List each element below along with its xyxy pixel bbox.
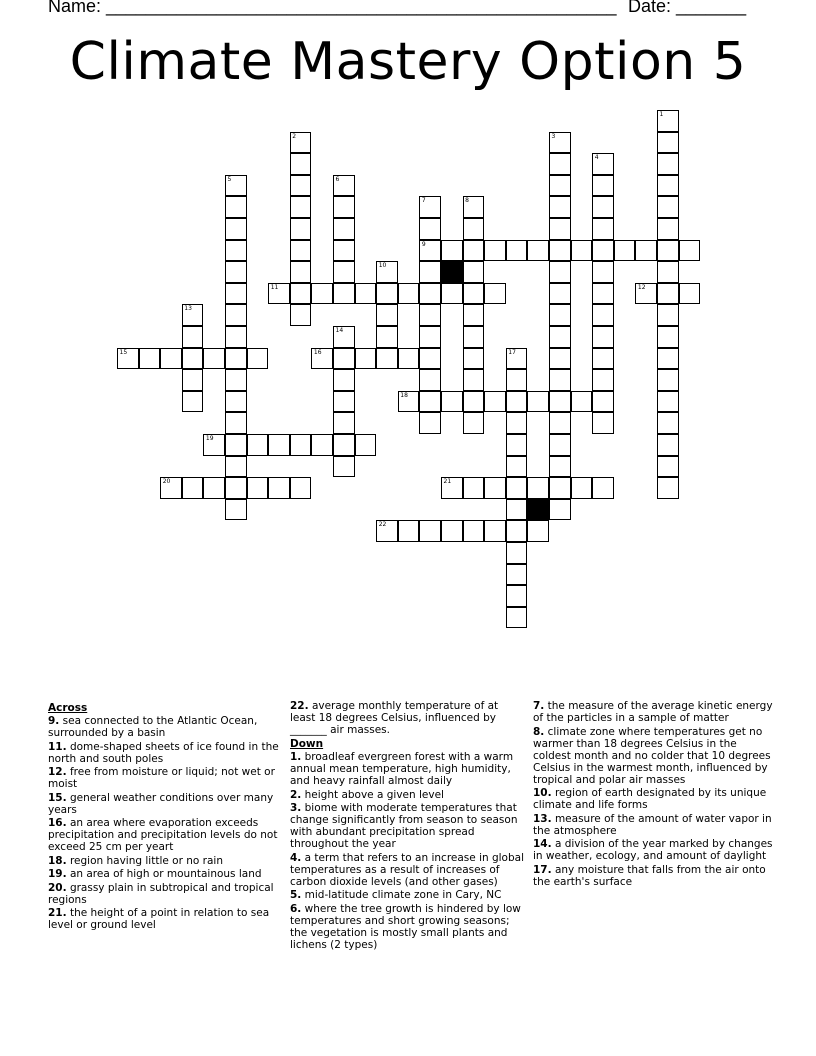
- grid-cell[interactable]: [225, 456, 247, 478]
- grid-cell[interactable]: [484, 477, 506, 499]
- grid-cell[interactable]: [657, 434, 679, 456]
- grid-cell[interactable]: [441, 477, 463, 499]
- clue-number-label: 20.: [48, 881, 67, 894]
- grid-cell[interactable]: [333, 434, 355, 456]
- grid-cell[interactable]: [419, 348, 441, 370]
- grid-cell[interactable]: [592, 391, 614, 413]
- clues-column-3: [533, 700, 773, 889]
- clue-text: where the tree growth is hindered by low temperatures and short growing seasons; the vegetation is mostly small plants and lichens (2 types): [290, 902, 521, 951]
- clue-number: 2: [292, 132, 297, 140]
- clue-number-label: 1.: [290, 751, 302, 763]
- grid-cell[interactable]: [463, 520, 485, 542]
- grid-cell[interactable]: [549, 456, 571, 478]
- grid-cell[interactable]: [592, 153, 614, 175]
- grid-cell[interactable]: [355, 283, 377, 305]
- grid-cell[interactable]: [333, 326, 355, 348]
- grid-cell[interactable]: [225, 434, 247, 456]
- clue-number-label: 8.: [533, 725, 545, 738]
- grid-cell[interactable]: [333, 196, 355, 218]
- clue-number: 3: [551, 132, 556, 140]
- grid-cell[interactable]: [398, 348, 420, 370]
- grid-cell[interactable]: [549, 391, 571, 413]
- grid-cell[interactable]: [549, 369, 571, 391]
- grid-cell[interactable]: [657, 240, 679, 262]
- clue-item: [48, 817, 280, 853]
- grid-cell[interactable]: [592, 412, 614, 434]
- clue-text: any moisture that falls from the air onto the earth's surface: [533, 863, 766, 888]
- clues-column-2: [290, 700, 526, 952]
- grid-cell[interactable]: [549, 283, 571, 305]
- grid-cell[interactable]: [333, 369, 355, 391]
- grid-cell[interactable]: [376, 261, 398, 283]
- grid-cell[interactable]: [657, 283, 679, 305]
- grid-cell[interactable]: [549, 348, 571, 370]
- grid-cell[interactable]: [657, 196, 679, 218]
- grid-cell[interactable]: [549, 132, 571, 154]
- clue-item: [48, 766, 280, 790]
- grid-cell[interactable]: [527, 391, 549, 413]
- clue-number: 12: [637, 283, 646, 291]
- clue-item: [533, 838, 773, 862]
- clue-number: 21: [443, 478, 452, 486]
- clue-number: 9: [421, 240, 426, 248]
- clue-item: [533, 813, 773, 837]
- grid-cell[interactable]: [419, 326, 441, 348]
- clue-number: 22: [378, 521, 387, 529]
- clue-number-label: 2.: [290, 788, 302, 801]
- grid-cell[interactable]: [290, 218, 312, 240]
- grid-cell[interactable]: [506, 477, 528, 499]
- grid-cell[interactable]: [333, 261, 355, 283]
- grid-cell[interactable]: [376, 326, 398, 348]
- grid-cell[interactable]: [463, 369, 485, 391]
- grid-cell[interactable]: [506, 499, 528, 521]
- clue-text: the height of a point in relation to sea level or ground level: [48, 907, 270, 931]
- clue-item: [290, 700, 526, 736]
- date-field[interactable]: Date: _______: [628, 0, 747, 16]
- clue-item: [533, 787, 773, 811]
- page-title: Climate Mastery Option 5: [69, 32, 747, 92]
- black-cell: [527, 499, 549, 521]
- grid-cell[interactable]: [592, 261, 614, 283]
- grid-cell[interactable]: [419, 520, 441, 542]
- clue-number-label: 11.: [48, 740, 67, 753]
- grid-cell[interactable]: [225, 218, 247, 240]
- grid-cell[interactable]: [549, 240, 571, 262]
- grid-cell[interactable]: [549, 196, 571, 218]
- clue-number: 5: [227, 175, 232, 183]
- grid-cell[interactable]: [463, 412, 485, 434]
- grid-cell[interactable]: [225, 175, 247, 197]
- grid-cell[interactable]: [527, 477, 549, 499]
- clue-text: measure of the amount of water vapor in the atmosphere: [533, 812, 772, 837]
- black-cell: [441, 261, 463, 283]
- grid-cell[interactable]: [484, 520, 506, 542]
- grid-cell[interactable]: [592, 218, 614, 240]
- clue-number-label: 15.: [48, 791, 67, 804]
- grid-cell[interactable]: [549, 412, 571, 434]
- clue-item: [533, 726, 773, 786]
- grid-cell[interactable]: [247, 434, 269, 456]
- grid-cell[interactable]: [506, 369, 528, 391]
- grid-cell[interactable]: [225, 412, 247, 434]
- grid-cell[interactable]: [549, 261, 571, 283]
- clue-number: 6: [335, 175, 340, 183]
- grid-cell[interactable]: [657, 477, 679, 499]
- grid-cell[interactable]: [203, 434, 225, 456]
- grid-cell[interactable]: [398, 391, 420, 413]
- clue-number: 14: [335, 327, 344, 334]
- grid-cell[interactable]: [333, 456, 355, 478]
- grid-cell[interactable]: [506, 607, 528, 629]
- grid-cell[interactable]: [290, 304, 312, 326]
- grid-cell[interactable]: [268, 434, 290, 456]
- clue-number-label: 5.: [290, 889, 302, 901]
- grid-cell[interactable]: [311, 348, 333, 370]
- grid-cell[interactable]: [333, 240, 355, 262]
- grid-cell[interactable]: [225, 477, 247, 499]
- grid-cell[interactable]: [333, 175, 355, 197]
- clue-number: 11: [270, 283, 279, 291]
- grid-cell[interactable]: [549, 218, 571, 240]
- grid-cell[interactable]: [635, 240, 657, 262]
- grid-cell[interactable]: [635, 283, 657, 305]
- clue-text: mid-latitude climate zone in Cary, NC: [301, 889, 502, 901]
- grid-cell[interactable]: [592, 175, 614, 197]
- grid-cell[interactable]: [419, 391, 441, 413]
- grid-cell[interactable]: [506, 434, 528, 456]
- grid-cell[interactable]: [506, 240, 528, 262]
- grid-cell[interactable]: [441, 240, 463, 262]
- grid-cell[interactable]: [311, 434, 333, 456]
- grid-cell[interactable]: [290, 132, 312, 154]
- grid-cell[interactable]: [398, 283, 420, 305]
- clue-text: an area of high or mountainous land: [66, 868, 262, 880]
- grid-cell[interactable]: [225, 196, 247, 218]
- grid-cell[interactable]: [571, 240, 593, 262]
- grid-cell[interactable]: [225, 391, 247, 413]
- grid-cell[interactable]: [225, 304, 247, 326]
- clue-number: 13: [184, 305, 192, 313]
- clue-text: region having little or no rain: [66, 854, 223, 867]
- grid-cell[interactable]: [290, 434, 312, 456]
- grid-cell[interactable]: [333, 391, 355, 413]
- clue-text: a division of the year marked by changes in weather, ecology, and amount of daylight: [533, 838, 773, 862]
- clue-item: [533, 864, 773, 888]
- clue-number-label: 4.: [290, 851, 302, 864]
- grid-cell[interactable]: [333, 412, 355, 434]
- grid-cell[interactable]: [182, 391, 204, 413]
- grid-cell[interactable]: [657, 369, 679, 391]
- grid-cell[interactable]: [290, 240, 312, 262]
- grid-cell[interactable]: [225, 283, 247, 305]
- clue-number-label: 13.: [533, 812, 552, 825]
- grid-cell[interactable]: [290, 477, 312, 499]
- clue-text: dome-shaped sheets of ice found in the north and south poles: [48, 740, 279, 765]
- grid-cell[interactable]: [225, 326, 247, 348]
- grid-cell[interactable]: [290, 261, 312, 283]
- grid-cell[interactable]: [463, 391, 485, 413]
- grid-cell[interactable]: [592, 283, 614, 305]
- clue-number: 10: [378, 262, 387, 270]
- grid-cell[interactable]: [182, 326, 204, 348]
- grid-cell[interactable]: [484, 240, 506, 262]
- clue-text: the measure of the average kinetic energy of the particles in a sample of matter: [533, 700, 773, 724]
- grid-cell[interactable]: [419, 196, 441, 218]
- clue-text: free from moisture or liquid; not wet or moist: [48, 766, 275, 790]
- clue-number-label: 9.: [48, 715, 60, 727]
- clue-number-label: 22.: [290, 700, 309, 712]
- clue-text: sea connected to the Atlantic Ocean, surrounded by a basin: [48, 715, 258, 739]
- grid-cell[interactable]: [463, 196, 485, 218]
- clue-item: [48, 882, 280, 906]
- grid-cell[interactable]: [463, 477, 485, 499]
- grid-cell[interactable]: [268, 477, 290, 499]
- grid-cell[interactable]: [506, 348, 528, 370]
- clue-text: region of earth designated by its unique climate and life forms: [533, 787, 767, 811]
- grid-cell[interactable]: [506, 412, 528, 434]
- grid-cell[interactable]: [225, 369, 247, 391]
- clue-number-label: 19.: [48, 868, 67, 880]
- grid-cell[interactable]: [463, 283, 485, 305]
- grid-cell[interactable]: [355, 434, 377, 456]
- grid-cell[interactable]: [463, 261, 485, 283]
- grid-cell[interactable]: [182, 304, 204, 326]
- grid-cell[interactable]: [484, 391, 506, 413]
- grid-cell[interactable]: [571, 477, 593, 499]
- clue-item: [48, 907, 280, 931]
- clue-number-label: 10.: [533, 787, 552, 799]
- grid-cell[interactable]: [657, 326, 679, 348]
- grid-cell[interactable]: [549, 477, 571, 499]
- clue-item: [48, 741, 280, 765]
- clue-item: [290, 889, 526, 901]
- grid-cell[interactable]: [182, 348, 204, 370]
- clue-number: 19: [205, 435, 214, 442]
- clue-item: [533, 700, 773, 724]
- clue-item: [290, 802, 526, 850]
- grid-cell[interactable]: [592, 240, 614, 262]
- grid-cell[interactable]: [549, 434, 571, 456]
- grid-cell[interactable]: [506, 520, 528, 542]
- clue-text: general weather conditions over many years: [48, 791, 274, 816]
- grid-cell[interactable]: [376, 520, 398, 542]
- grid-cell[interactable]: [419, 304, 441, 326]
- grid-cell[interactable]: [527, 520, 549, 542]
- grid-cell[interactable]: [549, 153, 571, 175]
- grid-cell[interactable]: [657, 391, 679, 413]
- grid-cell[interactable]: [657, 110, 679, 132]
- grid-cell[interactable]: [419, 240, 441, 262]
- clue-number: 1: [659, 111, 664, 118]
- grid-cell[interactable]: [247, 348, 269, 370]
- clue-item: [290, 903, 526, 951]
- clue-number-label: 18.: [48, 854, 67, 867]
- grid-cell[interactable]: [657, 175, 679, 197]
- grid-cell[interactable]: [592, 196, 614, 218]
- clue-text: biome with moderate temperatures that change significantly from season to season with abundant precipitation spread throughout the year: [290, 802, 518, 850]
- grid-cell[interactable]: [182, 477, 204, 499]
- grid-cell[interactable]: [441, 520, 463, 542]
- grid-cell[interactable]: [419, 412, 441, 434]
- grid-cell[interactable]: [441, 391, 463, 413]
- clue-number-label: 14.: [533, 838, 552, 850]
- clue-item: [48, 792, 280, 816]
- grid-cell[interactable]: [247, 477, 269, 499]
- grid-cell[interactable]: [419, 261, 441, 283]
- clue-text: grassy plain in subtropical and tropical regions: [48, 881, 274, 906]
- grid-cell[interactable]: [592, 348, 614, 370]
- clue-number-label: 17.: [533, 863, 552, 876]
- clue-number: 20: [162, 478, 171, 486]
- clue-item: [290, 751, 526, 787]
- grid-cell[interactable]: [549, 175, 571, 197]
- grid-cell[interactable]: [139, 348, 161, 370]
- grid-cell[interactable]: [355, 348, 377, 370]
- name-field[interactable]: Name: ___________________________________________________: [48, 0, 617, 16]
- grid-cell[interactable]: [311, 283, 333, 305]
- grid-cell[interactable]: [290, 175, 312, 197]
- clues-column-1: [48, 700, 280, 933]
- grid-cell[interactable]: [398, 520, 420, 542]
- grid-cell[interactable]: [463, 348, 485, 370]
- grid-cell[interactable]: [527, 240, 549, 262]
- grid-cell[interactable]: [592, 304, 614, 326]
- clue-section-heading: Down: [290, 738, 324, 750]
- grid-cell[interactable]: [333, 348, 355, 370]
- grid-cell[interactable]: [592, 369, 614, 391]
- clue-item: [290, 789, 526, 801]
- grid-cell[interactable]: [376, 304, 398, 326]
- grid-cell[interactable]: [657, 153, 679, 175]
- grid-cell[interactable]: [657, 218, 679, 240]
- grid-cell[interactable]: [657, 412, 679, 434]
- grid-cell[interactable]: [376, 348, 398, 370]
- grid-cell[interactable]: [571, 391, 593, 413]
- grid-cell[interactable]: [549, 326, 571, 348]
- clue-number-label: 3.: [290, 802, 302, 814]
- grid-cell[interactable]: [225, 261, 247, 283]
- grid-cell[interactable]: [419, 218, 441, 240]
- clue-number: 16: [313, 348, 322, 356]
- clue-text: climate zone where temperatures get no warmer than 18 degrees Celsius in the coldest month and no colder that 10 degrees Celsius in the warmest month, influenced by tropical and polar air masses: [533, 725, 771, 786]
- grid-cell[interactable]: [506, 456, 528, 478]
- clue-number: 18: [400, 391, 408, 399]
- clue-number-label: 6.: [290, 902, 302, 915]
- grid-cell[interactable]: [614, 240, 636, 262]
- grid-cell[interactable]: [657, 304, 679, 326]
- grid-cell[interactable]: [592, 326, 614, 348]
- grid-cell[interactable]: [657, 456, 679, 478]
- grid-cell[interactable]: [203, 477, 225, 499]
- clue-item: [290, 852, 526, 888]
- grid-cell[interactable]: [225, 240, 247, 262]
- grid-cell[interactable]: [290, 196, 312, 218]
- grid-cell[interactable]: [463, 218, 485, 240]
- grid-cell[interactable]: [592, 477, 614, 499]
- grid-cell[interactable]: [506, 391, 528, 413]
- grid-cell[interactable]: [506, 542, 528, 564]
- clue-number: 7: [421, 197, 426, 205]
- clue-text: an area where evaporation exceeds precipitation and precipitation levels do not exceed 25 cm per yeart: [48, 817, 278, 853]
- grid-cell[interactable]: [463, 304, 485, 326]
- grid-cell[interactable]: [290, 283, 312, 305]
- clue-number-label: 16.: [48, 817, 67, 829]
- grid-cell[interactable]: [679, 283, 701, 305]
- grid-cell[interactable]: [506, 585, 528, 607]
- grid-cell[interactable]: [203, 348, 225, 370]
- clue-section-heading: Across: [48, 702, 88, 714]
- grid-cell[interactable]: [419, 283, 441, 305]
- grid-cell[interactable]: [268, 283, 290, 305]
- grid-cell[interactable]: [463, 240, 485, 262]
- grid-cell[interactable]: [679, 240, 701, 262]
- grid-cell[interactable]: [290, 153, 312, 175]
- grid-cell[interactable]: [160, 348, 182, 370]
- clue-item: [48, 855, 280, 867]
- grid-cell[interactable]: [376, 283, 398, 305]
- grid-cell[interactable]: [160, 477, 182, 499]
- grid-cell[interactable]: [506, 564, 528, 586]
- grid-cell[interactable]: [549, 304, 571, 326]
- clue-text: a term that refers to an increase in global temperatures as a result of increases of carbon dioxide levels (and other gases): [290, 851, 525, 888]
- clue-item: [48, 868, 280, 880]
- grid-cell[interactable]: [441, 283, 463, 305]
- clue-number: 8: [465, 197, 469, 205]
- grid-cell[interactable]: [333, 283, 355, 305]
- clue-number: 4: [594, 154, 599, 162]
- grid-cell[interactable]: [117, 348, 139, 370]
- grid-cell[interactable]: [657, 132, 679, 154]
- clue-number: 15: [119, 348, 128, 356]
- grid-cell[interactable]: [182, 369, 204, 391]
- clue-text: average monthly temperature of at least 18 degrees Celsius, influenced by _______ air masses.: [290, 700, 499, 736]
- grid-cell[interactable]: [419, 369, 441, 391]
- clue-text: broadleaf evergreen forest with a warm annual mean temperature, high humidity, and heavy rainfall almost daily: [290, 751, 514, 787]
- grid-cell[interactable]: [657, 261, 679, 283]
- grid-cell[interactable]: [657, 348, 679, 370]
- clue-number-label: 21.: [48, 907, 67, 919]
- clue-number-label: 7.: [533, 700, 545, 712]
- clue-text: height above a given level: [301, 788, 444, 801]
- clue-number-label: 12.: [48, 766, 67, 778]
- clue-number: 17: [508, 348, 516, 356]
- grid-cell[interactable]: [549, 499, 571, 521]
- grid-cell[interactable]: [463, 326, 485, 348]
- grid-cell[interactable]: [484, 283, 506, 305]
- clue-item: [48, 715, 280, 739]
- grid-cell[interactable]: [333, 218, 355, 240]
- grid-cell[interactable]: [225, 348, 247, 370]
- grid-cell[interactable]: [225, 499, 247, 521]
